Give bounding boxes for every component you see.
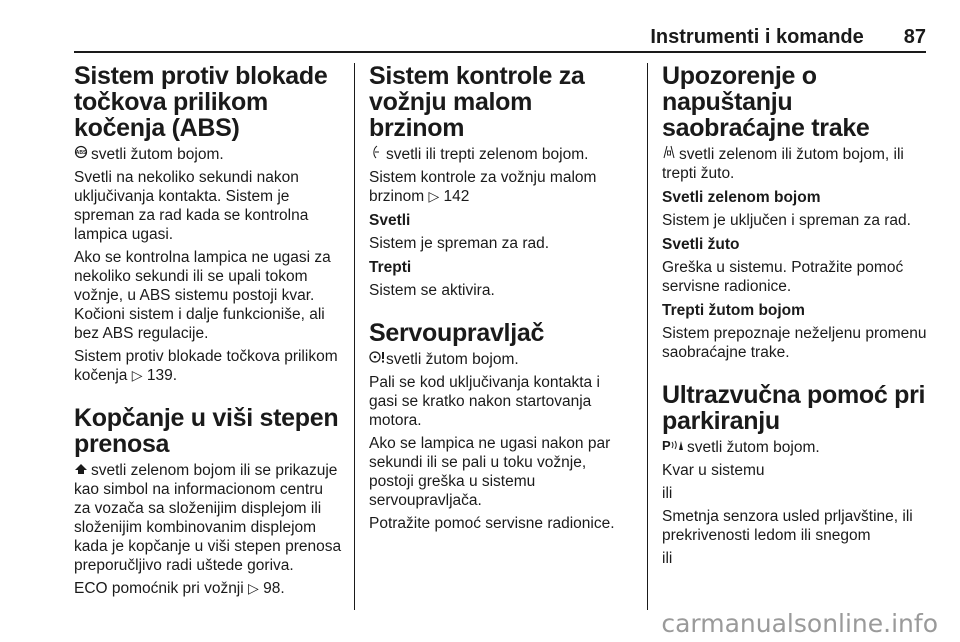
blink-text: Sistem prepoznaje neželjenu promenu saobraćajne trake. xyxy=(662,325,927,361)
servo-paragraph-2: Ako se lampica ne ugasi nakon par sekundi ili se pali u toku vožnje, postoji greška u sistemu servoupravljača. xyxy=(369,435,611,509)
page-header xyxy=(650,26,926,49)
subheading-svetli: Svetli xyxy=(369,212,411,229)
section-title-lane: Upozorenje o napuštanju saobraćajne trake xyxy=(662,62,870,142)
page-reference-arrow-icon: ▷ xyxy=(131,367,143,383)
section-title-upshift: Kopčanje u viši stepen prenosa xyxy=(74,404,339,458)
abs-paragraph-1: Svetli na nekoliko sekundi nakon uključivanja kontakta. Sistem je spreman za rad kada se kontrolna lampica ugasi. xyxy=(74,169,309,243)
column-2 xyxy=(369,63,631,537)
abs-warning-icon xyxy=(74,145,88,164)
upshift-paragraph-1: svetli zelenom bojom ili se prikazuje kao simbol na informacionom centru za vozača sa složenijim displejom ili složenijim kombinovanim displejom kada je kopčanje u viši stepen prenosa preporučljivo radi uštede goriva. xyxy=(74,462,342,574)
subheading-blink: Trepti žutom bojom xyxy=(662,302,805,319)
subheading-yellow: Svetli žuto xyxy=(662,236,740,253)
column-divider xyxy=(647,63,648,610)
subheading-trepti: Trepti xyxy=(369,259,412,276)
page-reference[interactable]: 142 xyxy=(443,188,470,205)
header-rule xyxy=(74,51,926,53)
trepti-text: Sistem se aktivira. xyxy=(369,282,495,299)
park-paragraph-2: ili xyxy=(662,485,673,502)
subheading-green: Svetli zelenom bojom xyxy=(662,189,821,206)
park-paragraph-3: Smetnja senzora usled prljavštine, ili prekrivenosti ledom ili snegom xyxy=(662,508,913,544)
yellow-text: Greška u sistemu. Potražite pomoć servisne radionice. xyxy=(662,259,904,295)
svg-text:P: P xyxy=(662,438,671,452)
low-speed-control-icon xyxy=(369,145,383,164)
low-speed-icon-line: svetli ili trepti zelenom bojom. xyxy=(369,145,631,164)
page-reference-arrow-icon: ▷ xyxy=(428,188,440,204)
servo-paragraph-1: Pali se kod uključivanja kontakta i gasi se kratko nakon startovanja motora. xyxy=(369,374,600,429)
parking-assist-icon xyxy=(662,438,684,457)
svg-text:ABS: ABS xyxy=(75,150,87,157)
low-speed-paragraph: Sistem kontrole za vožnju malom brzinom ▷ 142 xyxy=(369,169,597,205)
svetli-text: Sistem je spreman za rad. xyxy=(369,235,550,252)
page-reference-arrow-icon: ▷ xyxy=(248,580,259,596)
section-title-parking: Ultrazvučna pomoć pri parkiranju xyxy=(662,381,926,435)
power-steering-icon xyxy=(369,350,383,369)
watermark: carmanualsonline.info xyxy=(661,609,938,638)
park-icon-line: P svetli žutom bojom. xyxy=(662,438,820,456)
green-text: Sistem je uključen i spreman za rad. xyxy=(662,212,911,229)
section-title-abs: Sistem protiv blokade točkova prilikom kočenja (ABS) xyxy=(74,62,328,142)
servo-paragraph-3: Potražite pomoć servisne radionice. xyxy=(369,515,615,532)
park-paragraph-4: ili xyxy=(662,550,673,567)
abs-icon-line: ABS svetli žutom bojom. xyxy=(75,146,224,163)
column-divider xyxy=(354,63,355,610)
abs-paragraph-3: Sistem protiv blokade točkova prilikom kočenja ▷ 139. xyxy=(74,348,338,384)
section-title-low-speed: Sistem kontrole za vožnju malom brzinom xyxy=(369,62,585,142)
upshift-arrow-icon xyxy=(74,461,88,480)
park-paragraph-1: Kvar u sistemu xyxy=(662,462,765,479)
page-reference[interactable]: 139. xyxy=(146,367,178,384)
servo-icon-line: svetli žutom bojom. xyxy=(369,350,631,369)
page-number: 87 xyxy=(903,26,926,48)
header-title: Instrumenti i komande xyxy=(650,26,864,48)
page-reference[interactable]: 98. xyxy=(263,580,285,597)
abs-paragraph-2: Ako se kontrolna lampica ne ugasi za nekoliko sekundi ili se upali tokom vožnje, u ABS sistemu postoji kvar. Kočioni sistem i dalje funkcioniše, ali bez ABS regulacije. xyxy=(74,249,331,342)
lane-departure-icon xyxy=(662,145,676,164)
section-title-servo: Servoupravljač xyxy=(369,319,545,347)
upshift-paragraph-2: ECO pomoćnik pri vožnji ▷ 98. xyxy=(74,580,285,597)
column-1 xyxy=(74,63,342,602)
column-3 xyxy=(662,63,930,572)
lane-icon-line: svetli zelenom ili žutom bojom, ili trepti žuto. xyxy=(662,146,904,182)
